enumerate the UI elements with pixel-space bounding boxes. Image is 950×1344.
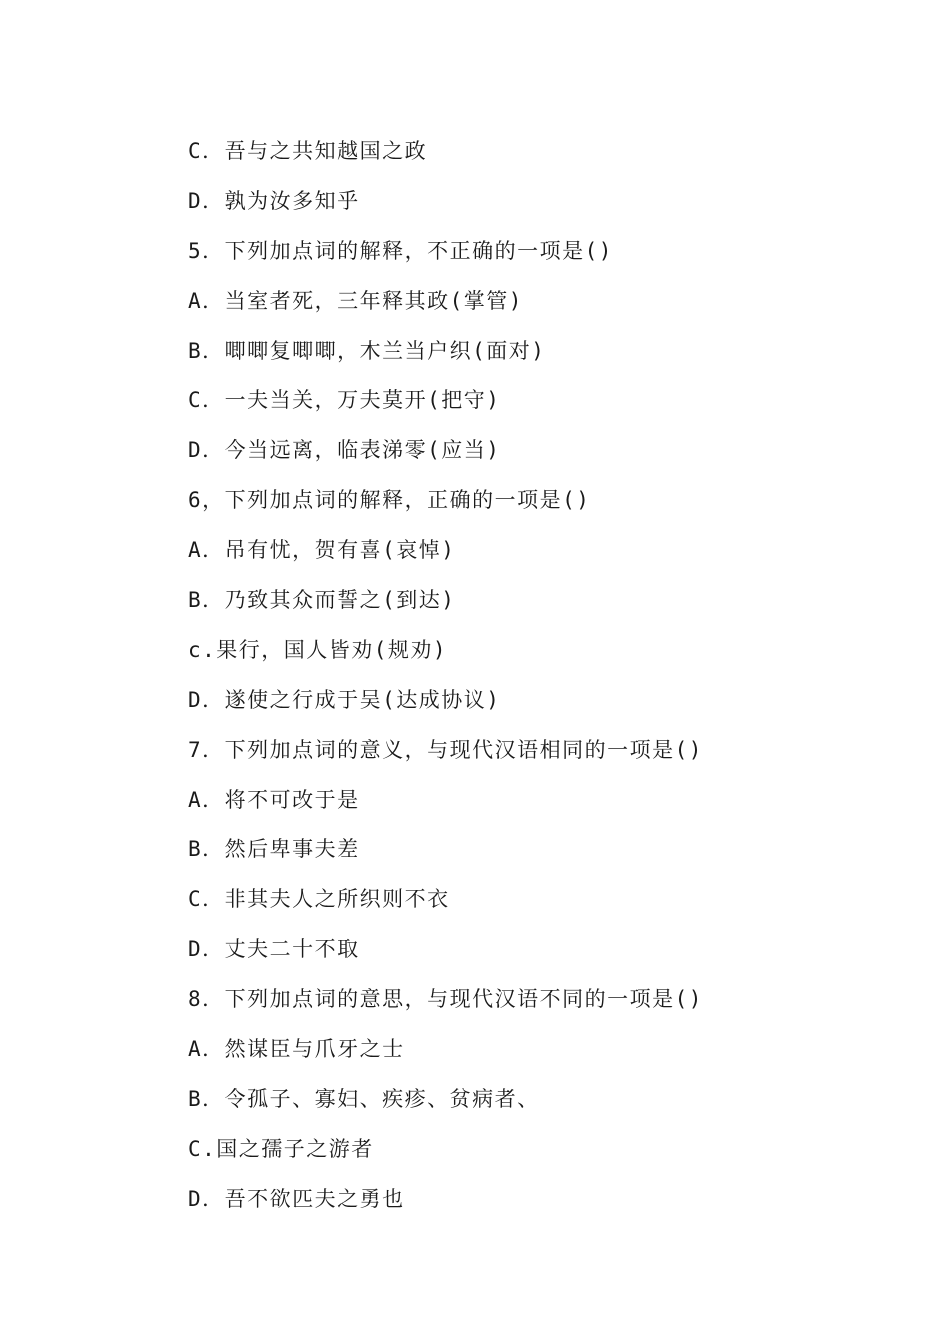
question-8-option-d: D．吾不欲匹夫之勇也	[188, 1186, 405, 1211]
option-d-line: D．孰为汝多知乎	[188, 188, 360, 213]
question-5-option-a: A．当室者死，三年释其政(掌管)	[188, 288, 523, 313]
question-8-option-c: C.国之孺子之游者	[188, 1136, 374, 1161]
option-c-line: C．吾与之共知越国之政	[188, 139, 428, 163]
question-7-option-d: D．丈夫二十不取	[188, 937, 360, 962]
question-7-option-a: A．将不可改于是	[188, 787, 360, 812]
question-7-stem: 7．下列加点词的意义，与现代汉语相同的一项是()	[188, 737, 703, 762]
question-7-option-c: C．非其夫人之所织则不衣	[188, 887, 450, 912]
question-5-option-c: C．一夫当关，万夫莫开(把守)	[188, 388, 501, 413]
question-6-option-d: D．遂使之行成于吴(达成协议)	[188, 687, 501, 712]
question-6-option-b: B．乃致其众而誓之(到达)	[188, 588, 456, 613]
question-6-stem: 6，下列加点词的解释，正确的一项是()	[188, 488, 591, 513]
question-text-block	[188, 133, 888, 1231]
question-5-stem: 5．下列加点词的解释，不正确的一项是()	[188, 238, 613, 263]
question-8-stem: 8．下列加点词的意思，与现代汉语不同的一项是()	[188, 987, 703, 1012]
question-6-option-c: c.果行，国人皆劝(规劝)	[188, 637, 448, 662]
question-5-option-b: B．唧唧复唧唧，木兰当户织(面对)	[188, 338, 546, 363]
question-8-option-a: A．然谋臣与爪牙之士	[188, 1037, 405, 1062]
question-8-option-b: B．令孤子、寡妇、疾疹、贫病者、	[188, 1086, 540, 1111]
question-5-option-d: D．今当远离，临表涕零(应当)	[188, 438, 501, 463]
question-7-option-b: B．然后卑事夫差	[188, 837, 360, 862]
question-6-option-a: A．吊有忧，贺有喜(哀悼)	[188, 538, 456, 563]
